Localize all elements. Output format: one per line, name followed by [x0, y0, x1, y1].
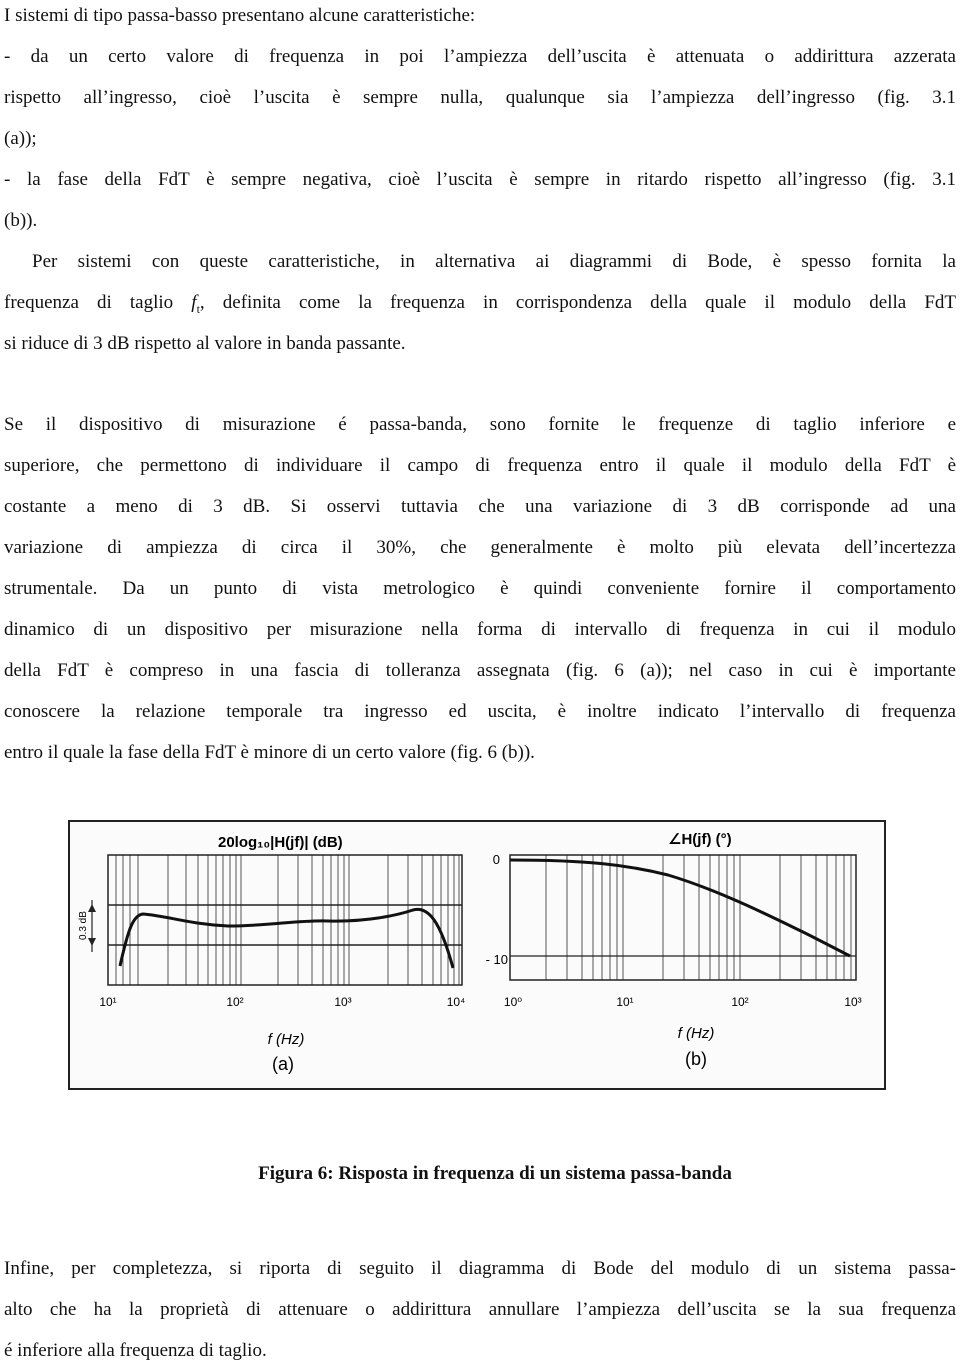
figure-6-image: [68, 820, 886, 1090]
text-fragment: frequenza di taglio: [4, 292, 192, 313]
text-line: rispetto all’ingresso, cioè l’uscita è sempre nulla, qualunque sia l’ampiezza dell’ingresso (fig. 3.1: [4, 87, 956, 108]
panel-b-ylabel: ∠H(jf) (°): [668, 831, 732, 848]
text-line: entro il quale la fase della FdT è minore di un certo valore (fig. 6 (b)).: [4, 742, 535, 763]
panel-b-ytick: - 10: [485, 952, 508, 967]
text-line: (b)).: [4, 210, 38, 231]
text-line: conoscere la relazione temporale tra ingresso ed uscita, è inoltre indicato l’intervallo di frequenza: [4, 701, 956, 722]
panel-b-xtick: 10⁰: [503, 995, 523, 1009]
text-line: - da un certo valore di frequenza in poi l’ampiezza dell’uscita è attenuata o addirittura azzerata: [4, 46, 956, 67]
panel-b-xtick: 10¹: [616, 995, 634, 1009]
cutoff-frequency-subscript: t: [196, 301, 200, 315]
text-line: dinamico di un dispositivo per misurazione nella forma di intervallo di frequenza in cui il modulo: [4, 619, 956, 640]
panel-a-xtick: 10¹: [99, 995, 117, 1009]
text-line: si riduce di 3 dB rispetto al valore in banda passante.: [4, 333, 406, 354]
text-line: [4, 291, 956, 315]
text-line: Se il dispositivo di misurazione é passa-banda, sono fornite le frequenze di taglio inferiore e: [4, 414, 956, 435]
text-line: Infine, per completezza, si riporta di seguito il diagramma di Bode del modulo di un sistema passa-: [4, 1258, 956, 1279]
text-line: strumentale. Da un punto di vista metrologico è quindi conveniente fornire il comportamento: [4, 578, 956, 599]
panel-a-ylabel: 20log₁₀|H(jf)| (dB): [218, 834, 343, 851]
panel-a-label: (a): [272, 1054, 294, 1074]
text-line: é inferiore alla frequenza di taglio.: [4, 1340, 267, 1361]
text-line: superiore, che permettono di individuare il campo di frequenza entro il quale il modulo della FdT è: [4, 455, 956, 476]
text-line: Per sistemi con queste caratteristiche, in alternativa ai diagrammi di Bode, è spesso fornita la: [32, 251, 956, 272]
panel-a-xtick: 10³: [334, 995, 352, 1009]
panel-b-xtick: 10²: [731, 995, 749, 1009]
text-line: della FdT è compreso in una fascia di tolleranza assegnata (fig. 6 (a)); nel caso in cui è importante: [4, 660, 956, 681]
figure-caption: Figura 6: Risposta in frequenza di un sistema passa-banda: [258, 1163, 732, 1184]
text-line: variazione di ampiezza di circa il 30%, che generalmente è molto più elevata dell’incertezza: [4, 537, 956, 558]
panel-b-ytick: 0: [492, 852, 500, 867]
text-line: costante a meno di 3 dB. Si osservi tuttavia che una variazione di 3 dB corrisponde ad una: [4, 496, 956, 517]
panel-a-xtick: 10²: [226, 995, 244, 1009]
text-line: - la fase della FdT è sempre negativa, cioè l’uscita è sempre in ritardo rispetto all’ingresso (fig. 3.1: [4, 169, 956, 190]
panel-b-xtick: 10³: [844, 995, 862, 1009]
figure-border: [69, 821, 885, 1089]
panel-b-label: (b): [685, 1049, 707, 1069]
text-line: (a));: [4, 128, 37, 149]
text-fragment: , definita come la frequenza in corrispondenza della quale il modulo della FdT: [199, 292, 956, 313]
panel-b-xlabel: f (Hz): [677, 1025, 715, 1042]
figure-6: [68, 820, 886, 1090]
text-line: I sistemi di tipo passa-basso presentano alcune caratteristiche:: [4, 5, 476, 26]
text-line: alto che ha la proprietà di attenuare o addirittura annullare l’ampiezza dell’uscita se la sua frequenza: [4, 1299, 956, 1320]
panel-a-band-label: 0.3 dB: [78, 911, 89, 940]
panel-a-xtick: 10⁴: [446, 995, 466, 1009]
panel-a-xlabel: f (Hz): [267, 1031, 305, 1048]
cutoff-frequency-symbol: f: [191, 292, 197, 313]
